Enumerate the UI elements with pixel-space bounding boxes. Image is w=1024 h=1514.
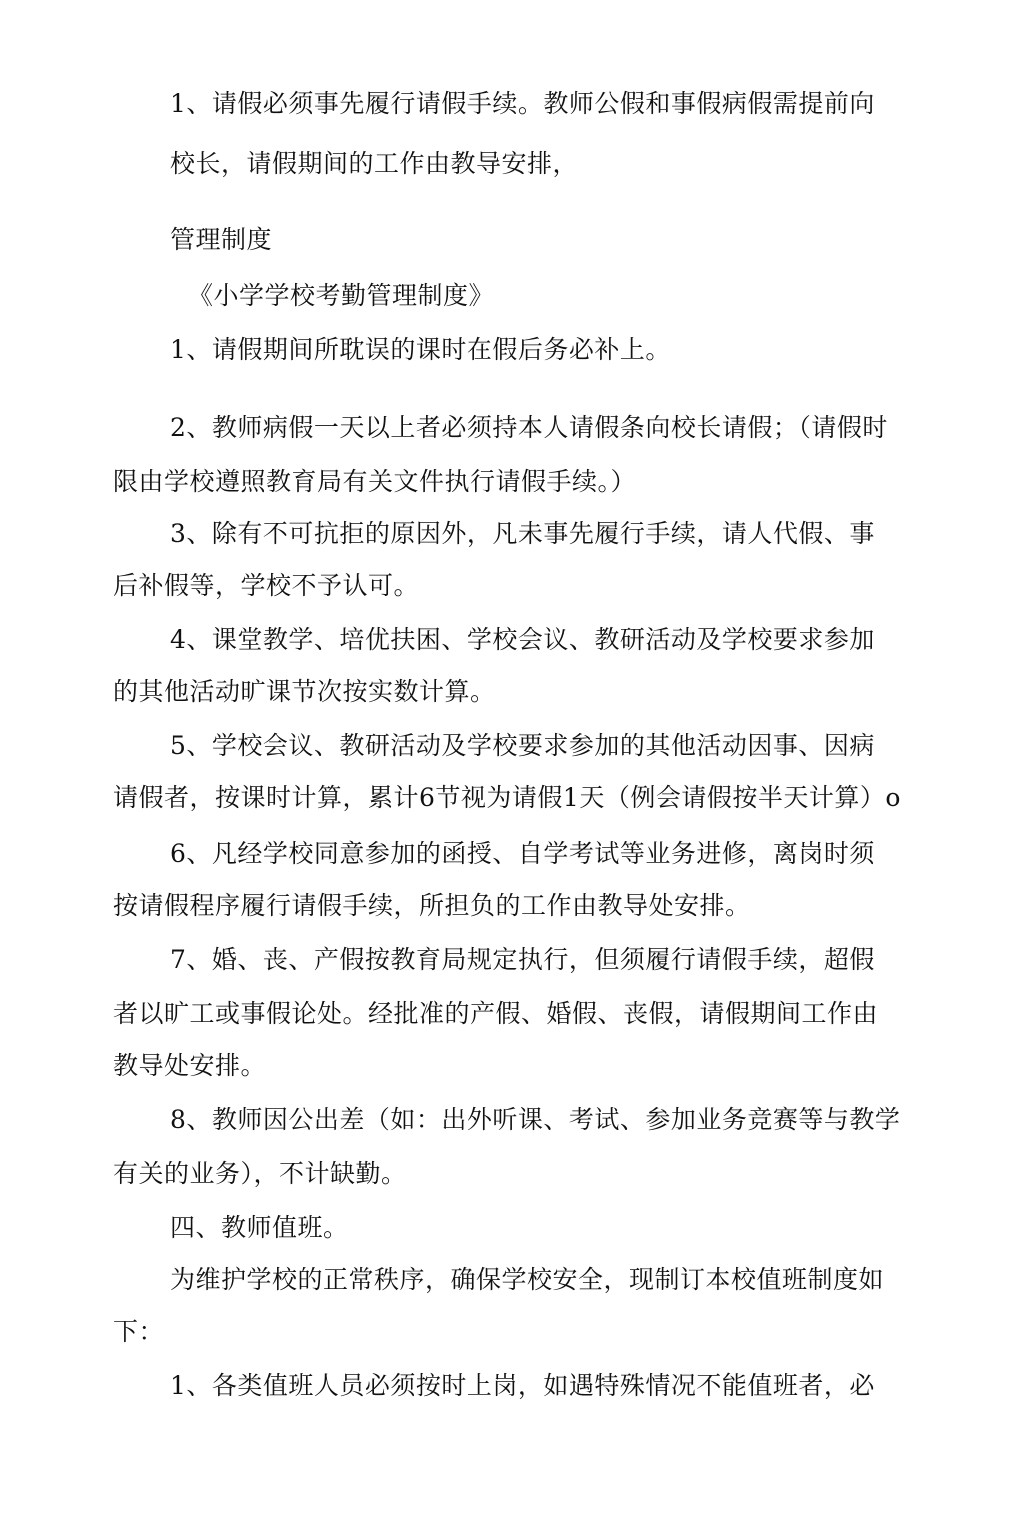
text-line-7: 限由学校遵照教育局有关文件执行请假手续。） <box>113 467 637 496</box>
text-line-15: 按请假程序履行请假手续，所担负的工作由教导处安排。 <box>113 891 751 920</box>
text-line-19: 8、教师因公出差（如：出外听课、考试、参加业务竞赛等与教学 <box>170 1105 901 1134</box>
text-line-24: 1、各类值班人员必须按时上岗，如遇特殊情况不能值班者，必 <box>170 1371 875 1400</box>
document-title: 《小学学校考勤管理制度》 <box>188 281 495 310</box>
text-line-9: 后补假等，学校不予认可。 <box>113 571 420 600</box>
text-line-5: 1、请假期间所耽误的课时在假后务必补上。 <box>170 335 671 364</box>
text-line-18: 教导处安排。 <box>113 1051 267 1080</box>
text-line-16: 7、婚、丧、产假按教育局规定执行，但须履行请假手续，超假 <box>170 945 875 974</box>
text-line-11: 的其他活动旷课节次按实数计算。 <box>113 677 496 706</box>
text-line-13: 请假者，按课时计算，累计6节视为请假1天（例会请假按半天计算）o <box>113 783 901 812</box>
text-line-12: 5、学校会议、教研活动及学校要求参加的其他活动因事、因病 <box>170 731 875 760</box>
text-line-6: 2、教师病假一天以上者必须持本人请假条向校长请假；（请假时 <box>170 413 888 442</box>
section-heading: 管理制度 <box>170 225 273 254</box>
section-heading-duty: 四、教师值班。 <box>170 1213 349 1242</box>
text-line-2: 校长，请假期间的工作由教导安排， <box>170 149 579 178</box>
text-line-20: 有关的业务），不计缺勤。 <box>113 1159 407 1188</box>
text-line-1: 1、请假必须事先履行请假手续。教师公假和事假病假需提前向 <box>170 89 875 118</box>
text-line-23: 下： <box>113 1317 165 1346</box>
text-line-8: 3、除有不可抗拒的原因外，凡未事先履行手续，请人代假、事 <box>170 519 875 548</box>
text-line-22: 为维护学校的正常秩序，确保学校安全，现制订本校值班制度如 <box>170 1265 885 1294</box>
text-line-17: 者以旷工或事假论处。经批准的产假、婚假、丧假，请假期间工作由 <box>113 999 879 1028</box>
text-line-10: 4、课堂教学、培优扶困、学校会议、教研活动及学校要求参加 <box>170 625 875 654</box>
text-line-14: 6、凡经学校同意参加的函授、自学考试等业务进修，离岗时须 <box>170 839 875 868</box>
